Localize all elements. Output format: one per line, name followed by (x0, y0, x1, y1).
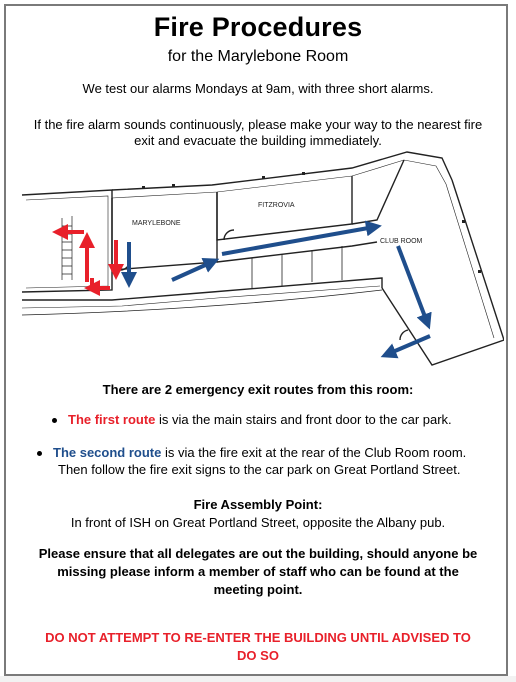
delegates-line-1: Please ensure that all delegates are out the building, should anyone be (38, 546, 478, 561)
assembly-text: In front of ISH on Great Portland Street, opposite the Albany pub. (70, 515, 446, 530)
continuous-alarm-line-1: If the fire alarm sounds continuously, please make your way to the nearest fire (33, 117, 483, 132)
assembly-heading: Fire Assembly Point: (193, 497, 323, 512)
room-label-fitzrovia: FITZROVIA (258, 202, 295, 209)
club-room-right-inner (446, 184, 494, 338)
page-title: Fire Procedures (153, 12, 363, 42)
window (142, 186, 145, 189)
delegates-line-2: missing please inform a member of staff who can be found at the (57, 564, 459, 579)
bullet-dot (37, 451, 42, 456)
first-route-label: The first route (68, 412, 156, 427)
delegates-line-3: meeting point. (213, 582, 303, 597)
second-route-label: The second route (53, 445, 162, 460)
facade-curve (22, 290, 382, 315)
continuous-alarm-line-2: exit and evacuate the building immediately. (134, 133, 382, 148)
exit-routes-heading: There are 2 emergency exit routes from this room: (102, 382, 414, 397)
window (478, 270, 481, 273)
second-route-text-line-2: Then follow the fire exit signs to the car park on Great Portland Street. (58, 462, 461, 477)
warning-line-1: DO NOT ATTEMPT TO RE-ENTER THE BUILDING UNTIL ADVISED TO (45, 630, 471, 645)
bullet-dot (52, 418, 57, 423)
stairs (62, 216, 72, 280)
window (172, 184, 175, 187)
second-route-arrow (398, 246, 427, 322)
corridor-lower-inner (22, 286, 380, 308)
first-route-text: is via the main stairs and front door to the car park. (155, 412, 452, 427)
club-room-bottom-wall (382, 288, 504, 365)
page-footer-strip (0, 676, 516, 682)
reentry-warning (14, 629, 502, 665)
alarm-test-text: We test our alarms Mondays at 9am, with three short alarms. (82, 81, 434, 96)
second-route-text: is via the fire exit at the rear of the Club Room room. (161, 445, 467, 460)
second-route-item (53, 444, 509, 478)
corridor-lower-wall (22, 278, 382, 300)
club-room-right-wall (452, 180, 504, 340)
floor-plan-drawing (12, 140, 504, 380)
window (262, 176, 265, 179)
left-wing-outline (22, 190, 112, 292)
assembly-point (14, 496, 502, 532)
room-label-marylebone: MARYLEBONE (132, 220, 181, 227)
door-arc-3 (400, 330, 408, 340)
page-subtitle: for the Marylebone Room (167, 48, 349, 65)
room-label-club-room: CLUB ROOM (380, 238, 423, 245)
warning-line-2: DO SO (237, 648, 279, 663)
window (462, 220, 465, 223)
delegates-notice (14, 545, 502, 599)
club-room-inner-wall (352, 160, 404, 224)
window (302, 172, 305, 175)
first-route-item (68, 411, 508, 428)
floor-plan (12, 140, 504, 380)
